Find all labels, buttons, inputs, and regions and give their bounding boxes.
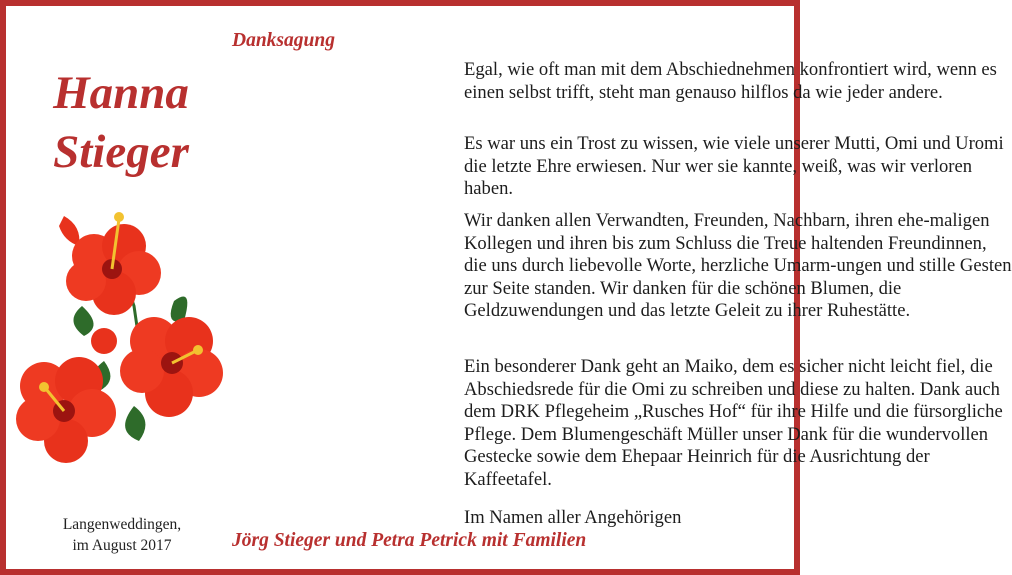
place-line: Langenweddingen, xyxy=(62,516,182,533)
document-title: Danksagung xyxy=(232,30,335,51)
paragraph-on-behalf: Im Namen aller Angehörigen xyxy=(464,507,682,528)
paragraph-comfort: Es war uns ein Trost zu wissen, wie viele unserer Mutti, Omi und Uromi die letzte Ehre erwiesen. Nur wer sie kannte, weiß, was wir verloren haben. xyxy=(464,133,1004,200)
paragraph-intro: Egal, wie oft man mit dem Abschiednehmen konfrontiert wird, wenn es einen selbst trifft, steht man genauso hilflos da wie jeder andere. xyxy=(464,59,997,103)
place-date xyxy=(28,514,216,556)
paragraph-thanks-family: Wir danken allen Verwandten, Freunden, Nachbarn, ihren ehe-maligen Kollegen und ihren bis zum Schluss die Treue haltenden Freundinnen, die uns durch liebevolle Worte, herzliche Umarm-ungen und stille Gesten zur Seite standen. Wir danken für die schönen Blumen, die Geldzuwendungen und das letzte Geleit zu ihrer Ruhestätte. xyxy=(464,210,1012,322)
deceased-last-name: Stieger xyxy=(53,126,189,178)
hibiscus-flowers-icon xyxy=(24,201,239,466)
signature: Jörg Stieger und Petra Petrick mit Familien xyxy=(232,530,587,551)
deceased-first-name: Hanna xyxy=(53,67,189,119)
paragraph-special-thanks: Ein besonderer Dank geht an Maiko, dem es sicher nicht leicht fiel, die Abschiedsrede für die Omi zu schreiben und diese zu halten. Dank auch dem DRK Pflegeheim „Rusches Hof“ für ihre Hilfe und die fürsorgliche Pflege. Dem Blumengeschäft Müller unser Dank für die wundervollen Gestecke sowie dem Ehepaar Heinrich für die Ausrichtung der Kaffeetafel. xyxy=(464,356,1003,490)
date-line: im August 2017 xyxy=(72,537,172,554)
